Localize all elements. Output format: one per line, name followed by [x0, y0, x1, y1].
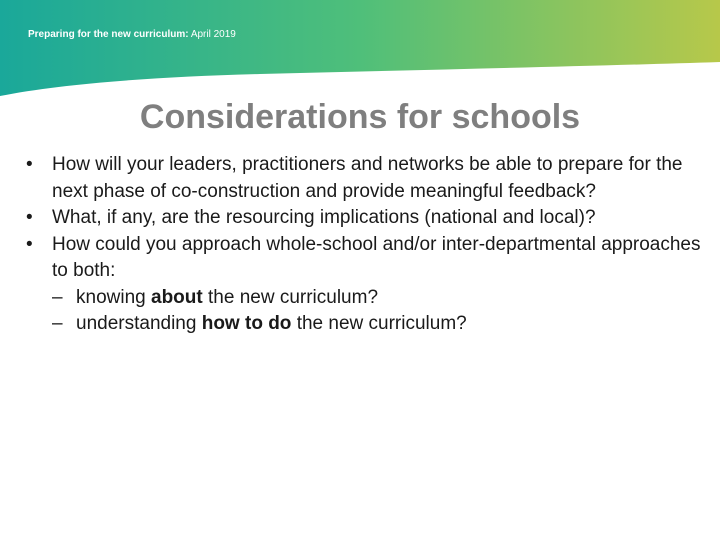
- bullet-marker: •: [26, 154, 33, 175]
- sub-bullet-item: [26, 285, 706, 312]
- bullet-text: How could you approach whole-school and/or inter-departmental approaches to both:: [52, 233, 701, 281]
- bullet-item: [26, 152, 706, 205]
- bullet-item: [26, 205, 706, 232]
- slide-body: [26, 152, 706, 338]
- bullet-item: [26, 232, 706, 285]
- header-wave-graphic: [0, 0, 720, 100]
- header-series-title: Preparing for the new curriculum:: [28, 29, 189, 40]
- sub-bullet-marker: –: [52, 286, 63, 308]
- header-caption: [28, 29, 236, 40]
- header-date: April 2019: [188, 29, 236, 40]
- sub-bullet-text-after: the new curriculum?: [291, 313, 467, 334]
- sub-bullet-emphasis: how to do: [201, 313, 292, 334]
- bullet-marker: •: [26, 233, 33, 255]
- bullet-marker: •: [26, 207, 33, 228]
- sub-bullet-item: [26, 311, 706, 338]
- sub-bullet-text-before: knowing: [76, 286, 151, 308]
- bullet-text: What, if any, are the resourcing implications (national and local)?: [52, 207, 596, 228]
- header-band: [0, 0, 720, 100]
- sub-bullet-text-before: understanding: [76, 313, 202, 334]
- sub-bullet-marker: –: [52, 313, 63, 334]
- bullet-text: How will your leaders, practitioners and networks be able to prepare for the next phase of co-construction and provide meaningful feedback?: [52, 154, 683, 202]
- slide-title: Considerations for schools: [139, 98, 581, 136]
- sub-bullet-text-after: the new curriculum?: [202, 286, 379, 308]
- sub-bullet-emphasis: about: [151, 286, 203, 308]
